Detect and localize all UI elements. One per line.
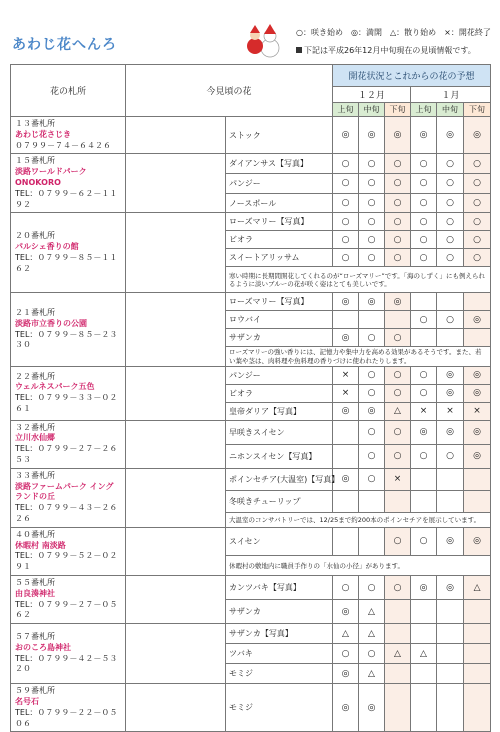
bloom-mark: ○ [359,193,385,213]
bloom-mark: × [411,402,437,420]
place-name: おのころ島神社 [15,642,71,652]
month-header-jan: １月 [411,87,491,103]
place-tel: TEL：０７９９－３３－０２６１ [15,393,118,413]
bloom-mark: ○ [359,366,385,384]
flower-row [11,624,491,644]
bloom-mark: △ [359,600,385,624]
bloom-mark [359,491,385,513]
flower-name: ローズマリー【写真】 [226,213,333,231]
bloom-mark: ◎ [464,311,491,329]
bloom-mark: ○ [359,444,385,468]
bloom-mark: ○ [385,249,411,267]
bloom-mark: ○ [411,444,437,468]
bloom-mark: ◎ [411,575,437,599]
place-info [11,575,126,623]
flower-name: モミジ [226,684,333,732]
bloom-mark: ○ [333,644,359,664]
bloom-mark: △ [411,644,437,664]
place-number: ３２番札所 [15,422,55,432]
bloom-mark: ○ [437,231,464,249]
bloom-mark [437,684,464,732]
bloom-mark: ○ [437,174,464,194]
bloom-mark: ◎ [385,293,411,311]
bloom-mark: ◎ [333,664,359,684]
bloom-mark: ○ [359,213,385,231]
flower-photo [126,624,226,684]
bloom-mark: ○ [385,575,411,599]
bloom-mark: ○ [385,193,411,213]
bloom-mark: ○ [359,174,385,194]
bloom-mark: × [333,366,359,384]
place-name: 立川水仙郷 [15,433,55,443]
bloom-mark: ○ [385,231,411,249]
bloom-mark [437,293,464,311]
flower-name: サザンカ [226,600,333,624]
period-header: 下旬 [464,103,491,117]
bloom-mark [437,491,464,513]
bloom-mark: ○ [359,154,385,174]
place-info [11,684,126,732]
bloom-mark: ○ [411,154,437,174]
bloom-mark: ○ [333,193,359,213]
legend: ○：咲き始め ◎：満開 △：散り始め ×：開花終了 [296,28,491,37]
bloom-mark: ◎ [359,402,385,420]
bloom-mark: ○ [385,444,411,468]
flower-row [11,527,491,555]
flower-photo [126,527,226,575]
place-info [11,366,126,420]
bloom-mark: ○ [333,575,359,599]
place-name: 淡路ファームパーク イングランドの丘 [15,481,114,502]
place-name: 名号石 [15,696,39,706]
place-number: ３３番札所 [15,470,55,480]
place-name: 淡路ワールドパーク ONOKORO [15,167,87,187]
place-info [11,624,126,684]
bloom-mark [464,644,491,664]
place-tel: TEL：０７９９－２７－２６５３ [15,444,118,465]
month-header-dec: １２月 [333,87,411,103]
flower-row [11,468,491,490]
flower-row [11,575,491,599]
bloom-mark [385,624,411,644]
bloom-mark [464,491,491,513]
flower-name: ロウバイ [226,311,333,329]
bloom-mark: ○ [464,213,491,231]
bloom-mark: ◎ [333,600,359,624]
status-note-text: 下記は平成26年12月中旬現在の見頃情報です。 [304,46,476,55]
bloom-mark: ◎ [437,420,464,444]
bloom-mark: ○ [411,213,437,231]
bloom-mark [333,311,359,329]
square-bullet-icon [296,47,302,53]
bloom-mark: ○ [411,231,437,249]
bloom-mark [437,329,464,347]
bloom-mark: ○ [437,311,464,329]
flower-photo [126,468,226,527]
bloom-mark: ○ [437,444,464,468]
bloom-mark [437,600,464,624]
flower-photo [126,154,226,213]
bloom-mark: ◎ [464,366,491,384]
bloom-mark: ○ [333,174,359,194]
flower-name: ツバキ [226,644,333,664]
place-number: ４０番札所 [15,529,55,539]
place-name: パルシェ香りの館 [15,242,79,252]
flower-name: ノースポール [226,193,333,213]
flower-photo [126,117,226,154]
place-info [11,527,126,575]
bloom-mark [464,293,491,311]
bloom-mark: ○ [359,420,385,444]
logo: あわじ花へんろ [12,37,117,53]
bloom-mark: × [437,402,464,420]
bloom-mark [464,624,491,644]
place-number: ２０番札所 [15,231,55,241]
place-number: ５９番札所 [15,686,55,696]
bloom-mark [359,527,385,555]
bloom-mark: ○ [359,644,385,664]
place-name: 淡路市立香りの公園 [15,318,87,328]
bloom-mark: ◎ [437,384,464,402]
place-tel: TEL：０７９９－８５－１１６２ [15,252,118,273]
place-tel: TEL：０７９９－４２－５３２０ [15,653,118,674]
place-info [11,420,126,468]
bloom-mark: ○ [385,154,411,174]
bloom-mark: ◎ [359,293,385,311]
place-tel: TEL：０７９９－６２－１１９２ [15,188,118,209]
bloom-mark: ○ [385,527,411,555]
bloom-mark [411,491,437,513]
bloom-mark: ○ [333,249,359,267]
flower-name: 冬咲きチューリップ [226,491,333,513]
place-tel: TEL：０７９９－２２－０５０６ [15,707,118,728]
bloom-mark: ○ [437,193,464,213]
place-info [11,154,126,213]
bloom-mark: ◎ [437,366,464,384]
place-info [11,468,126,527]
bloom-mark [437,624,464,644]
place-tel: TEL：０７９９－８５－２３３０ [15,329,118,350]
flower-name: ビオラ [226,231,333,249]
place-comment: 大温室のコンサバトリーでは、12/25まで約200本のポインセチアを展示しています。 [226,513,491,528]
flower-name: パンジー [226,366,333,384]
bloom-mark: ○ [359,329,385,347]
bloom-mark: ○ [359,231,385,249]
bloom-mark: ○ [464,154,491,174]
flower-name: ニホンスイセン【写真】 [226,444,333,468]
bloom-mark: △ [385,644,411,664]
flower-name: パンジー [226,174,333,194]
bloom-mark: ○ [411,527,437,555]
bloom-mark: ◎ [333,402,359,420]
flower-column-header: 今見頃の花 [126,65,333,117]
bloom-mark: ○ [359,384,385,402]
bloom-mark [411,664,437,684]
bloom-mark: ◎ [359,684,385,732]
bloom-mark: ○ [411,366,437,384]
bloom-mark [464,468,491,490]
bloom-mark [385,311,411,329]
bloom-mark [437,644,464,664]
place-comment: ローズマリーの強い香りには、記憶力や集中力を高める効果があるそうです。また、若い葉や茎は、肉料理や魚料理の香りづけに使われたりします。 [226,347,491,366]
flower-name: モミジ [226,664,333,684]
flower-name: サザンカ【写真】 [226,624,333,644]
bloom-mark: ◎ [464,117,491,154]
flower-photo [126,420,226,468]
bloom-mark: ○ [385,213,411,231]
flower-row [11,117,491,154]
flower-name: ストック [226,117,333,154]
bloom-mark: ○ [385,366,411,384]
status-note [296,45,476,56]
flower-name: 早咲きスイセン [226,420,333,444]
page-header [0,0,500,64]
bloom-mark: ◎ [464,444,491,468]
flower-row [11,293,491,311]
place-name: ウェルネスパーク五色 [15,382,95,392]
flower-row [11,684,491,732]
bloom-mark [411,468,437,490]
flower-photo [126,366,226,420]
bloom-mark: ○ [333,231,359,249]
bloom-mark: ○ [464,249,491,267]
bloom-mark [464,664,491,684]
place-number: ２２番札所 [15,371,55,381]
bloom-mark [385,491,411,513]
place-tel: TEL：０７９９－５２－０２９１ [15,551,118,572]
flower-name: スイートアリッサム [226,249,333,267]
bloom-mark: ◎ [411,117,437,154]
place-number: ５７番札所 [15,632,55,642]
bloom-mark [464,684,491,732]
period-header: 中旬 [359,103,385,117]
flower-name: カンツバキ【写真】 [226,575,333,599]
bloom-mark: △ [333,624,359,644]
bloom-mark [359,311,385,329]
bloom-mark: × [333,384,359,402]
bloom-mark: ○ [411,193,437,213]
bloom-mark: △ [385,402,411,420]
place-number: ５５番札所 [15,577,55,587]
bloom-mark: ◎ [411,420,437,444]
bloom-mark: ○ [411,174,437,194]
bloom-mark: ◎ [464,527,491,555]
flower-name: 皇帝ダリア【写真】 [226,402,333,420]
bloom-mark: ○ [464,174,491,194]
bloom-mark: ◎ [464,384,491,402]
bloom-mark: ◎ [464,420,491,444]
bloom-mark [385,684,411,732]
flower-name: サザンカ [226,329,333,347]
bloom-mark [385,664,411,684]
flower-photo [126,213,226,293]
place-number: １３番札所 [15,119,55,128]
bloom-mark: △ [359,664,385,684]
bloom-mark: ◎ [437,117,464,154]
bloom-mark: ○ [333,154,359,174]
place-tel: TEL：０７９９－４３－２６２６ [15,503,118,523]
bloom-mark: ◎ [333,117,359,154]
flower-name: ローズマリー【写真】 [226,293,333,311]
bloom-mark: ○ [411,384,437,402]
flower-name: ダイアンサス【写真】 [226,154,333,174]
bloom-mark: ○ [385,420,411,444]
bloom-mark: △ [359,624,385,644]
bloom-mark: ◎ [359,117,385,154]
bloom-mark: ◎ [333,468,359,490]
period-header: 上旬 [411,103,437,117]
bloom-mark [333,444,359,468]
flower-row [11,366,491,384]
place-column-header: 花の札所 [11,65,126,117]
bloom-mark: ○ [464,231,491,249]
period-header: 中旬 [437,103,464,117]
bloom-mark [464,600,491,624]
flower-photo [126,293,226,366]
place-tel: ０７９９－７４－６４２６ [15,140,111,150]
bloom-mark: ○ [385,384,411,402]
flower-name: ポインセチア(大温室)【写真】 [226,468,333,490]
place-number: ２１番札所 [15,307,55,317]
bloom-mark: ○ [464,193,491,213]
flower-name: スイセン [226,527,333,555]
place-number: １５番札所 [15,156,55,166]
bloom-mark [411,684,437,732]
bloom-mark [411,600,437,624]
bloom-mark: ◎ [437,527,464,555]
bloom-mark: ○ [411,249,437,267]
period-header: 上旬 [333,103,359,117]
place-name: 休暇村 南淡路 [15,540,66,550]
bloom-mark: ○ [359,575,385,599]
bloom-mark: × [385,468,411,490]
bloom-mark: ○ [437,213,464,231]
period-header: 下旬 [385,103,411,117]
place-tel: TEL：０７９９－２７－０５６２ [15,599,118,620]
bloom-mark: ○ [411,311,437,329]
bloom-mark: ◎ [333,329,359,347]
bloom-mark: ○ [359,468,385,490]
bloom-mark: ○ [385,174,411,194]
flower-name: ビオラ [226,384,333,402]
bloom-mark: ○ [359,249,385,267]
bloom-mark [411,293,437,311]
bloom-mark [464,329,491,347]
place-name: あわじ花さじき [15,129,71,139]
flower-photo [126,684,226,732]
place-comment: 休暇村の敷地内に職員手作りの「水仙の小径」があります。 [226,556,491,576]
bloom-mark: ○ [385,329,411,347]
bloom-mark [385,600,411,624]
bloom-mark: ○ [437,154,464,174]
place-info [11,213,126,293]
bloom-mark [437,664,464,684]
bloom-mark: × [464,402,491,420]
flower-row [11,154,491,174]
bloom-mark: ◎ [333,293,359,311]
flower-photo [126,575,226,623]
bloom-mark [411,624,437,644]
bloom-mark [333,420,359,444]
bloom-mark: ◎ [437,575,464,599]
bloom-mark: ◎ [333,684,359,732]
place-comment: 寒い時期に長期間開花してくれるのが“ローズマリー”です。「海のしずく」にも例えられるように淡いブルーの花が咲く姿はとても美しいです。 [226,267,491,293]
place-info [11,117,126,154]
bloom-mark [411,329,437,347]
forecast-header: 開花状況とこれからの花の予想 [333,65,491,87]
santa-snowman-illustration [244,22,284,58]
bloom-mark: ◎ [385,117,411,154]
place-name: 由良湊神社 [15,588,55,598]
bloom-mark [333,527,359,555]
bloom-mark [333,491,359,513]
bloom-mark [437,468,464,490]
flower-row [11,420,491,444]
flower-row [11,213,491,231]
place-info [11,293,126,366]
bloom-mark: ○ [333,213,359,231]
bloom-mark: ○ [437,249,464,267]
bloom-mark: △ [464,575,491,599]
flower-table [10,64,491,732]
